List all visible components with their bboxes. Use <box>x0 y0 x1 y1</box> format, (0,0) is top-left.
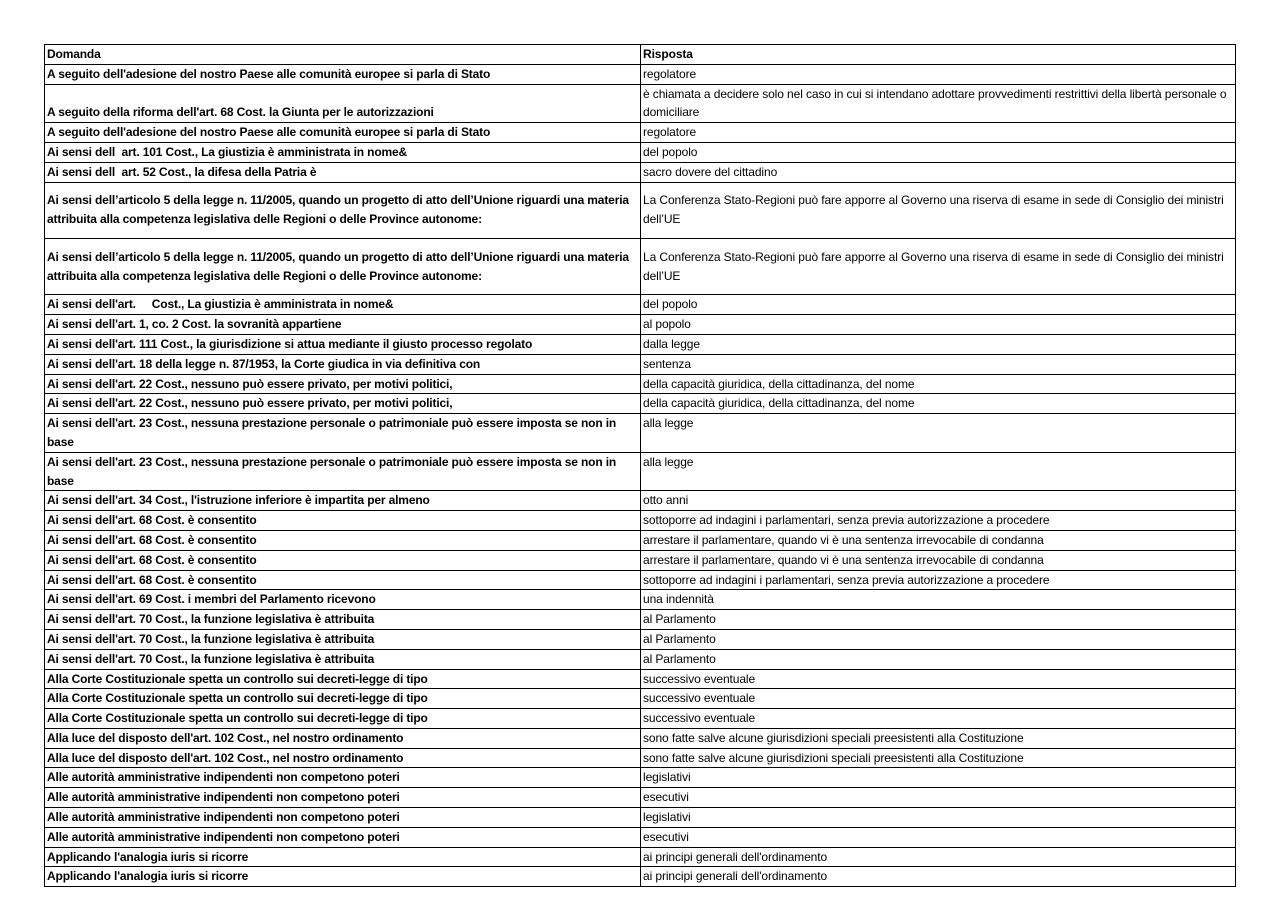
answer-cell: della capacità giuridica, della cittadinanza, del nome <box>641 394 1236 414</box>
table-row <box>45 182 1236 238</box>
question-cell: Ai sensi dell'art. Cost., La giustizia è amministrata in nome& <box>45 295 641 315</box>
table-row <box>45 491 1236 511</box>
table-row <box>45 238 1236 294</box>
question-cell: Ai sensi dell’articolo 5 della legge n. 11/2005, quando un progetto di atto dell’Unione riguardi una materia attribuita alla competenza legislativa delle Regioni o delle Province autonome: <box>45 182 641 238</box>
answer-cell: legislativi <box>641 808 1236 828</box>
answer-cell: otto anni <box>641 491 1236 511</box>
table-row <box>45 768 1236 788</box>
table-row <box>45 374 1236 394</box>
question-cell: Ai sensi dell'art. 18 della legge n. 87/1953, la Corte giudica in via definitiva con <box>45 354 641 374</box>
table-row <box>45 530 1236 550</box>
question-cell: A seguito dell'adesione del nostro Paese alle comunità europee si parla di Stato <box>45 123 641 143</box>
table-row <box>45 590 1236 610</box>
table-row <box>45 64 1236 84</box>
table-row <box>45 649 1236 669</box>
answer-cell: al Parlamento <box>641 610 1236 630</box>
answer-cell: una indennità <box>641 590 1236 610</box>
answer-cell: sottoporre ad indagini i parlamentari, senza previa autorizzazione a procedere <box>641 570 1236 590</box>
question-cell: Ai sensi dell art. 52 Cost., la difesa della Patria è <box>45 162 641 182</box>
answer-cell: sacro dovere del cittadino <box>641 162 1236 182</box>
question-cell: Alla luce del disposto dell'art. 102 Cost., nel nostro ordinamento <box>45 728 641 748</box>
answer-cell: alla legge <box>641 414 1236 453</box>
answer-cell: sentenza <box>641 354 1236 374</box>
question-cell: Alle autorità amministrative indipendenti non competono poteri <box>45 768 641 788</box>
answer-cell: legislativi <box>641 768 1236 788</box>
answer-cell: al Parlamento <box>641 629 1236 649</box>
answer-cell: della capacità giuridica, della cittadinanza, del nome <box>641 374 1236 394</box>
answer-cell: esecutivi <box>641 827 1236 847</box>
table-row <box>45 808 1236 828</box>
table-row <box>45 788 1236 808</box>
table-row <box>45 295 1236 315</box>
answer-cell: ai principi generali dell'ordinamento <box>641 847 1236 867</box>
question-cell: Alla Corte Costituzionale spetta un controllo sui decreti-legge di tipo <box>45 709 641 729</box>
answer-cell: La Conferenza Stato-Regioni può fare apporre al Governo una riserva di esame in sede di Consiglio dei ministri dell’UE <box>641 182 1236 238</box>
table-row <box>45 689 1236 709</box>
question-cell: Ai sensi dell'art. 68 Cost. è consentito <box>45 570 641 590</box>
question-cell: Ai sensi dell'art. 68 Cost. è consentito <box>45 530 641 550</box>
table-header-row <box>45 45 1236 65</box>
answer-cell: sottoporre ad indagini i parlamentari, senza previa autorizzazione a procedere <box>641 511 1236 531</box>
table-row <box>45 414 1236 453</box>
table-row <box>45 354 1236 374</box>
table-row <box>45 709 1236 729</box>
question-cell: Ai sensi dell'art. 1, co. 2 Cost. la sovranità appartiene <box>45 315 641 335</box>
table-row <box>45 394 1236 414</box>
table-row <box>45 84 1236 123</box>
question-cell: A seguito della riforma dell'art. 68 Cost. la Giunta per le autorizzazioni <box>45 84 641 123</box>
table-row <box>45 334 1236 354</box>
answer-cell: del popolo <box>641 295 1236 315</box>
qa-table <box>44 44 1236 887</box>
question-cell: Ai sensi dell'art. 23 Cost., nessuna prestazione personale o patrimoniale può essere imposta se non in base <box>45 452 641 491</box>
header-risposta: Risposta <box>641 45 1236 65</box>
table-row <box>45 629 1236 649</box>
answer-cell: arrestare il parlamentare, quando vi è una sentenza irrevocabile di condanna <box>641 550 1236 570</box>
answer-cell: al popolo <box>641 315 1236 335</box>
question-cell: Ai sensi dell'art. 70 Cost., la funzione legislativa è attribuita <box>45 610 641 630</box>
table-row <box>45 162 1236 182</box>
table-row <box>45 570 1236 590</box>
question-cell: Ai sensi dell'art. 22 Cost., nessuno può essere privato, per motivi politici, <box>45 394 641 414</box>
table-row <box>45 511 1236 531</box>
answer-cell: dalla legge <box>641 334 1236 354</box>
answer-cell: del popolo <box>641 142 1236 162</box>
table-row <box>45 847 1236 867</box>
question-cell: Ai sensi dell'art. 70 Cost., la funzione legislativa è attribuita <box>45 629 641 649</box>
answer-cell: La Conferenza Stato-Regioni può fare apporre al Governo una riserva di esame in sede di Consiglio dei ministri dell’UE <box>641 238 1236 294</box>
answer-cell: successivo eventuale <box>641 669 1236 689</box>
answer-cell: è chiamata a decidere solo nel caso in cui si intendano adottare provvedimenti restrittivi della libertà personale o domiciliare <box>641 84 1236 123</box>
table-row <box>45 142 1236 162</box>
question-cell: Ai sensi dell'art. 68 Cost. è consentito <box>45 511 641 531</box>
question-cell: Alla Corte Costituzionale spetta un controllo sui decreti-legge di tipo <box>45 669 641 689</box>
table-row <box>45 452 1236 491</box>
answer-cell: ai principi generali dell'ordinamento <box>641 867 1236 887</box>
question-cell: Ai sensi dell'art. 70 Cost., la funzione legislativa è attribuita <box>45 649 641 669</box>
answer-cell: regolatore <box>641 64 1236 84</box>
question-cell: Alle autorità amministrative indipendenti non competono poteri <box>45 827 641 847</box>
question-cell: A seguito dell'adesione del nostro Paese alle comunità europee si parla di Stato <box>45 64 641 84</box>
question-cell: Ai sensi dell art. 101 Cost., La giustizia è amministrata in nome& <box>45 142 641 162</box>
table-row <box>45 550 1236 570</box>
answer-cell: sono fatte salve alcune giurisdizioni speciali preesistenti alla Costituzione <box>641 748 1236 768</box>
question-cell: Ai sensi dell’articolo 5 della legge n. 11/2005, quando un progetto di atto dell’Unione riguardi una materia attribuita alla competenza legislativa delle Regioni o delle Province autonome: <box>45 238 641 294</box>
question-cell: Applicando l'analogia iuris si ricorre <box>45 847 641 867</box>
answer-cell: al Parlamento <box>641 649 1236 669</box>
question-cell: Ai sensi dell'art. 68 Cost. è consentito <box>45 550 641 570</box>
question-cell: Ai sensi dell'art. 111 Cost., la giurisdizione si attua mediante il giusto processo regolato <box>45 334 641 354</box>
table-row <box>45 315 1236 335</box>
question-cell: Alla Corte Costituzionale spetta un controllo sui decreti-legge di tipo <box>45 689 641 709</box>
question-cell: Alla luce del disposto dell'art. 102 Cost., nel nostro ordinamento <box>45 748 641 768</box>
answer-cell: esecutivi <box>641 788 1236 808</box>
table-row <box>45 748 1236 768</box>
table-row <box>45 728 1236 748</box>
table-row <box>45 669 1236 689</box>
table-row <box>45 610 1236 630</box>
question-cell: Ai sensi dell'art. 69 Cost. i membri del Parlamento ricevono <box>45 590 641 610</box>
question-cell: Alle autorità amministrative indipendenti non competono poteri <box>45 808 641 828</box>
table-row <box>45 123 1236 143</box>
question-cell: Ai sensi dell'art. 22 Cost., nessuno può essere privato, per motivi politici, <box>45 374 641 394</box>
question-cell: Applicando l'analogia iuris si ricorre <box>45 867 641 887</box>
answer-cell: successivo eventuale <box>641 689 1236 709</box>
answer-cell: sono fatte salve alcune giurisdizioni speciali preesistenti alla Costituzione <box>641 728 1236 748</box>
question-cell: Ai sensi dell'art. 34 Cost., l'istruzione inferiore è impartita per almeno <box>45 491 641 511</box>
answer-cell: regolatore <box>641 123 1236 143</box>
header-domanda: Domanda <box>45 45 641 65</box>
answer-cell: arrestare il parlamentare, quando vi è una sentenza irrevocabile di condanna <box>641 530 1236 550</box>
answer-cell: successivo eventuale <box>641 709 1236 729</box>
table-row <box>45 867 1236 887</box>
answer-cell: alla legge <box>641 452 1236 491</box>
table-row <box>45 827 1236 847</box>
question-cell: Ai sensi dell'art. 23 Cost., nessuna prestazione personale o patrimoniale può essere imposta se non in base <box>45 414 641 453</box>
question-cell: Alle autorità amministrative indipendenti non competono poteri <box>45 788 641 808</box>
